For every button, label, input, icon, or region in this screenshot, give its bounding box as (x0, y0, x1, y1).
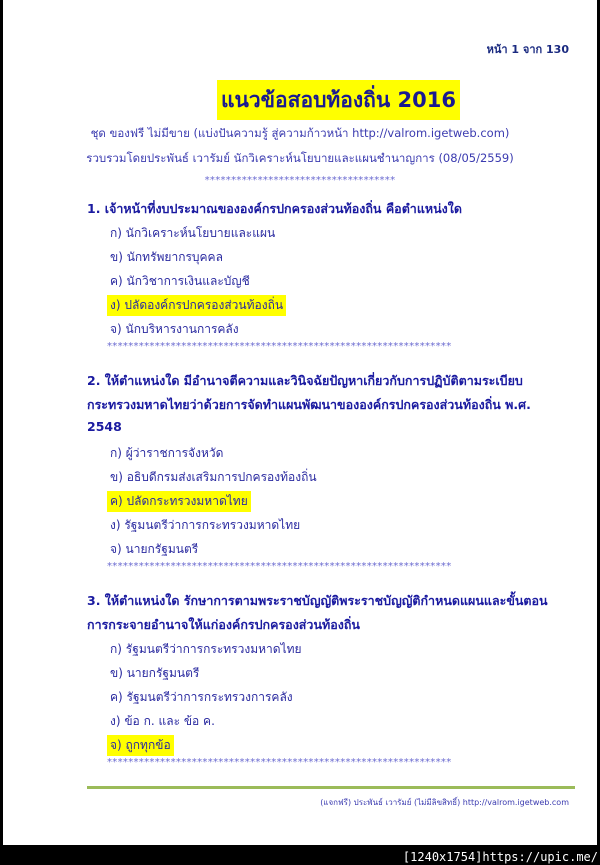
document-page (3, 0, 597, 845)
answer-option: ข) นักทรัพยากรบุคคล (110, 250, 223, 264)
answer-option: จ) นายกรัฐมนตรี (110, 542, 199, 556)
separator: ************************************ (204, 175, 396, 186)
compiler-line: รวบรวมโดยประพันธ์ เวารัมย์ นักวิเคราะห์นโยบายและแผนชำนาญการ (08/05/2559) (86, 151, 514, 165)
question-text: 1. เจ้าหน้าที่งบประมาณขององค์กรปกครองส่วนท้องถิ่น คือตำแหน่งใด (87, 201, 462, 216)
separator: ***************************************************************** (107, 561, 452, 572)
question-text: การกระจายอำนาจให้แก่องค์กรปกครองส่วนท้องถิ่น (87, 617, 360, 632)
answer-option-highlighted: ง) ปลัดองค์กรปกครองส่วนท้องถิ่น (107, 295, 286, 316)
separator: ***************************************************************** (107, 341, 452, 352)
answer-option: ข) นายกรัฐมนตรี (110, 666, 200, 680)
watermark: [1240x1754]https://upic.me/ (402, 850, 598, 864)
question-text: 3. ให้ตำแหน่งใด รักษาการตามพระราชบัญญัติพระราชบัญญัติกำหนดแผนและขั้นตอน (87, 593, 548, 608)
answer-option-highlighted: ค) ปลัดกระทรวงมหาดไทย (107, 491, 251, 512)
answer-option: ก) รัฐมนตรีว่าการกระทรวงมหาดไทย (110, 642, 302, 656)
answer-option: ก) นักวิเคราะห์นโยบายและแผน (110, 226, 276, 240)
document-title: แนวข้อสอบท้องถิ่น 2016 (217, 80, 460, 120)
footer-rule (87, 786, 575, 789)
answer-option: ง) ข้อ ก. และ ข้อ ค. (110, 714, 215, 728)
subtitle: ชุด ของฟรี ไม่มีขาย (แบ่งปันความรู้ สู่ความก้าวหน้า http://valrom.igetweb.com) (90, 126, 510, 140)
question-text: 2. ให้ตำแหน่งใด มีอำนาจตีความและวินิจฉัยปัญหาเกี่ยวกับการปฏิบัติตามระเบียบ (87, 373, 523, 388)
answer-option: ก) ผู้ว่าราชการจังหวัด (110, 446, 224, 460)
question-text: 2548 (87, 419, 122, 434)
answer-option: จ) นักบริหารงานการคลัง (110, 322, 239, 336)
separator: ***************************************************************** (107, 757, 452, 768)
answer-option: ค) นักวิชาการเงินและบัญชี (110, 274, 250, 288)
footer-text: (แจกฟรี) ประพันธ์ เวารัมย์ (ไม่มีลิขสิทธิ์) http://valrom.igetweb.com (320, 798, 569, 807)
question-text: กระทรวงมหาดไทยว่าด้วยการจัดทำแผนพัฒนาขององค์กรปกครองส่วนท้องถิ่น พ.ศ. (87, 397, 531, 412)
answer-option: ง) รัฐมนตรีว่าการกระทรวงมหาดไทย (110, 518, 301, 532)
answer-option: ข) อธิบดีกรมส่งเสริมการปกครองท้องถิ่น (110, 470, 317, 484)
answer-option-highlighted: จ) ถูกทุกข้อ (107, 735, 174, 756)
answer-option: ค) รัฐมนตรีว่าการกระทรวงการคลัง (110, 690, 293, 704)
page-number: หน้า 1 จาก 130 (486, 43, 569, 56)
